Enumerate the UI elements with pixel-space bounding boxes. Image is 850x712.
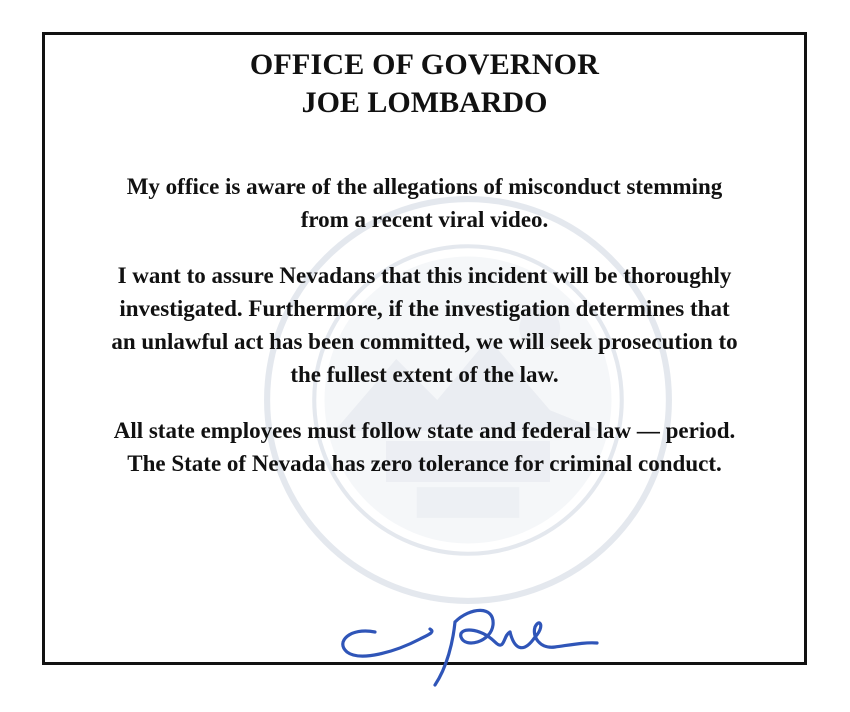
letterhead bbox=[45, 47, 804, 123]
office-title: OFFICE OF GOVERNOR bbox=[236, 47, 613, 83]
statement-body bbox=[105, 170, 744, 503]
statement-paragraph: All state employees must follow state and federal law — period. The State of Nevada has zero tolerance for criminal conduct. bbox=[113, 418, 736, 476]
governor-name: JOE LOMBARDO bbox=[301, 86, 548, 119]
statement-frame bbox=[42, 32, 807, 665]
statement-paragraph: I want to assure Nevadans that this incident will be thoroughly investigated. Furthermore, if the investigation determines that an unlawful act has been committed, we will seek prosecution to the fullest extent of the law. bbox=[111, 263, 738, 387]
statement-paragraph: My office is aware of the allegations of misconduct stemming from a recent viral video. bbox=[126, 174, 723, 232]
governor-signature bbox=[335, 597, 605, 692]
